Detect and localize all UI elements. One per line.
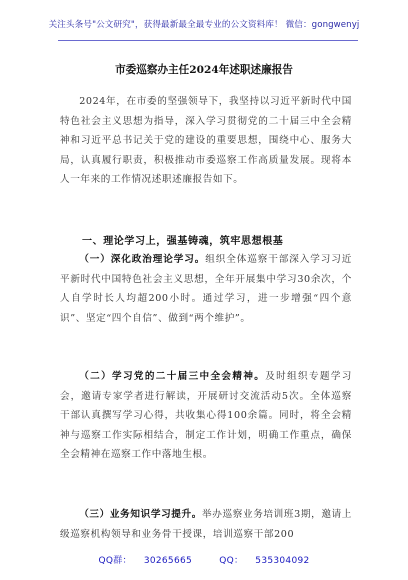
qq-contact-number: 535304092 <box>255 556 310 566</box>
footer-contact <box>0 553 408 566</box>
qq-group <box>92 556 198 566</box>
document-title: 市委巡察办主任2024年述职述廉报告 <box>115 64 293 76</box>
item-2-lead: （二）学习党的二十届三中全会精神。 <box>79 371 266 382</box>
header-divider <box>58 40 358 41</box>
qq-group-label: QQ群： <box>98 556 132 566</box>
item-1-paragraph <box>60 250 352 328</box>
qq-group-number: 30265665 <box>143 556 193 566</box>
item-1-body: 组织全体巡察干部深入学习习近平新时代中国特色社会主义思想，全年开展集中学习30余次，个人自学时长人均超200小时。通过学习，进一步增强“四个意识”、坚定“四个自信”、做到“两个维护”。 <box>60 254 353 324</box>
item-2-body: 及时组织专题学习会，邀请专家学者进行解读，开展研讨交流活动5次。全体巡察干部认真撰写学习心得，共收集心得100余篇。同时，将全会精神与巡察工作实际相结合，制定工作计划，明确工作重点，确保全会精神在巡察工作中落地生根。 <box>60 371 352 461</box>
qq-contact-label: QQ： <box>219 556 244 566</box>
header-banner: 关注头条号"公文研究"，获得最新最全最专业的公文资料库！ 微信：gongwenyj <box>48 20 360 30</box>
qq-contact <box>213 556 315 566</box>
item-3-body: 举办巡察业务培训班3期，邀请上级巡察机构领导和业务骨干授课，培训巡察干部200 <box>60 509 353 540</box>
item-1-lead: （一）深化政治理论学习。 <box>79 254 206 265</box>
item-3-lead: （三）业务知识学习提升。 <box>79 509 203 520</box>
intro-paragraph: 2024年，在市委的坚强领导下，我坚持以习近平新时代中国特色社会主义思想为指导，深入学习贯彻党的二十届三中全会精神和习近平总书记关于党的建设的重要思想，围绕中心、服务大局，认真履行职责，积极推动市委巡察工作高质量发展。现将本人一年来的工作情况述职述廉报告如下。 <box>60 96 352 186</box>
item-2-paragraph <box>60 367 352 465</box>
section-1-heading: 一、理论学习上，强基铸魂，筑牢思想根基 <box>82 236 284 247</box>
item-3-paragraph <box>60 505 352 544</box>
